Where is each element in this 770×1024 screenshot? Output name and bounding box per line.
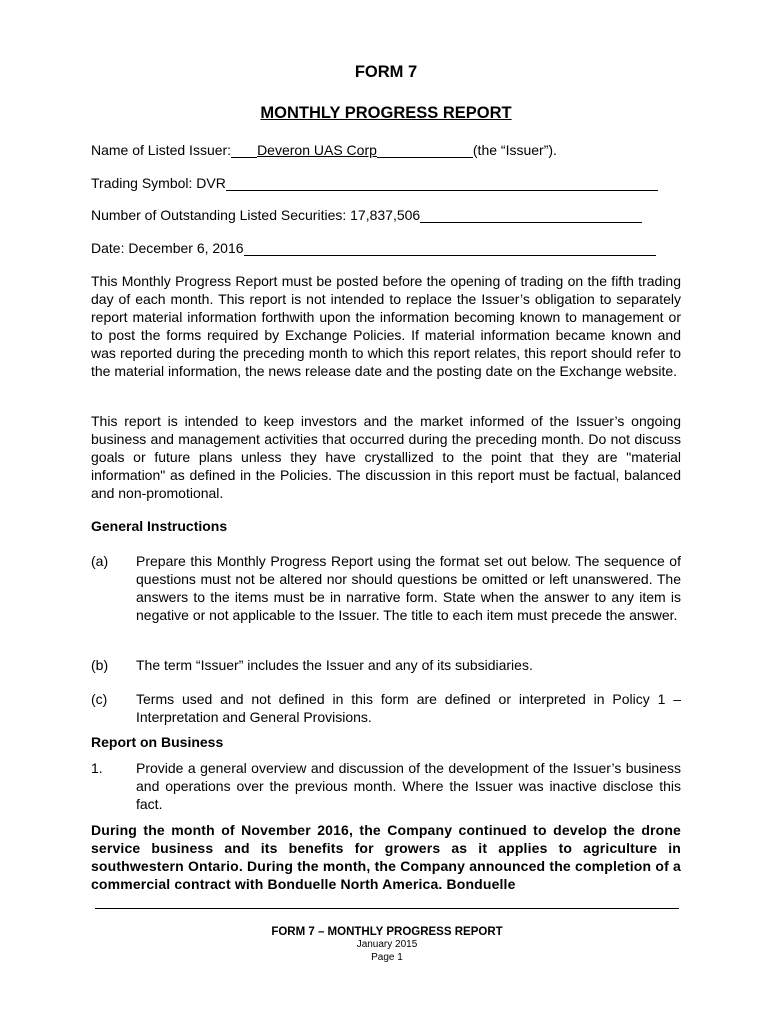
issuer-field xyxy=(91,141,557,158)
instruction-item xyxy=(91,690,681,726)
report-date: Date: December 6, 2016 xyxy=(91,240,244,256)
outstanding-underline xyxy=(420,206,642,223)
trading-symbol-field xyxy=(91,174,658,191)
issuer-underline-trail xyxy=(377,141,473,158)
trading-symbol: Trading Symbol: DVR xyxy=(91,175,226,191)
business-item-label: 1. xyxy=(91,760,103,776)
trading-symbol-underline xyxy=(226,174,658,191)
instruction-text: Prepare this Monthly Progress Report using the format set out below. The sequence of questions must not be altered nor should questions be omitted or left unanswered. The answers to the items must be in narrative form. State when the answer to any item is negative or not applicable to the Issuer. The title to each item must precede the answer. xyxy=(136,553,681,623)
business-item-text: Provide a general overview and discussion of the development of the Issuer’s business and operations over the previous month. Where the Issuer was inactive disclose this fact. xyxy=(136,760,681,812)
page-footer xyxy=(95,926,679,964)
issuer-value: Deveron UAS Corp xyxy=(257,142,377,158)
footer-date: January 2015 xyxy=(356,939,418,950)
date-field xyxy=(91,239,656,256)
business-item xyxy=(91,759,681,813)
instruction-label: (b) xyxy=(91,657,109,673)
issuer-underline-lead xyxy=(231,141,257,158)
business-answer: During the month of November 2016, the Company continued to develop the drone service business and its benefits for growers as it applies to agriculture in southwestern Ontario. During the month, the Company announced the completion of a commercial contract with Bonduelle North America. Bonduelle xyxy=(91,822,681,892)
instruction-label: (c) xyxy=(91,691,108,707)
date-underline xyxy=(244,239,656,256)
outstanding-field xyxy=(91,206,642,223)
report-on-business-heading: Report on Business xyxy=(91,734,224,750)
report-title: MONTHLY PROGRESS REPORT xyxy=(260,104,512,122)
instruction-text: The term “Issuer” includes the Issuer and any of its subsidiaries. xyxy=(136,657,533,673)
footer-divider xyxy=(95,908,679,909)
outstanding-securities: Number of Outstanding Listed Securities: 17,837,506 xyxy=(91,207,421,223)
issuer-label: Name of Listed Issuer: xyxy=(91,142,232,158)
general-instructions-heading: General Instructions xyxy=(91,518,228,534)
footer-page-number: Page 1 xyxy=(371,952,403,963)
instruction-item xyxy=(91,552,681,624)
intro-paragraph-2: This report is intended to keep investors and the market informed of the Issuer’s ongoing business and management activities that occurred during the preceding month. Do not discuss goals or future plans unless they have crystallized to the point that they are "material information" as defined in the Policies. The discussion in this report must be factual, balanced and non-promotional. xyxy=(91,413,681,501)
intro-paragraph-1: This Monthly Progress Report must be posted before the opening of trading on the fifth trading day of each month. This report is not intended to replace the Issuer’s obligation to separately report material information forthwith upon the information becoming known to management or to post the forms required by Exchange Policies. If material information became known and was reported during the preceding month to which this report relates, this report should refer to the material information, the news release date and the posting date on the Exchange website. xyxy=(91,273,681,379)
instruction-item xyxy=(91,656,681,674)
instruction-label: (a) xyxy=(91,553,109,569)
footer-title: FORM 7 – MONTHLY PROGRESS REPORT xyxy=(271,926,503,938)
issuer-suffix: (the “Issuer”). xyxy=(472,142,557,158)
instruction-text: Terms used and not defined in this form are defined or interpreted in Policy 1 – Interpretation and General Provisions. xyxy=(136,691,681,725)
form-title: FORM 7 xyxy=(354,63,418,81)
